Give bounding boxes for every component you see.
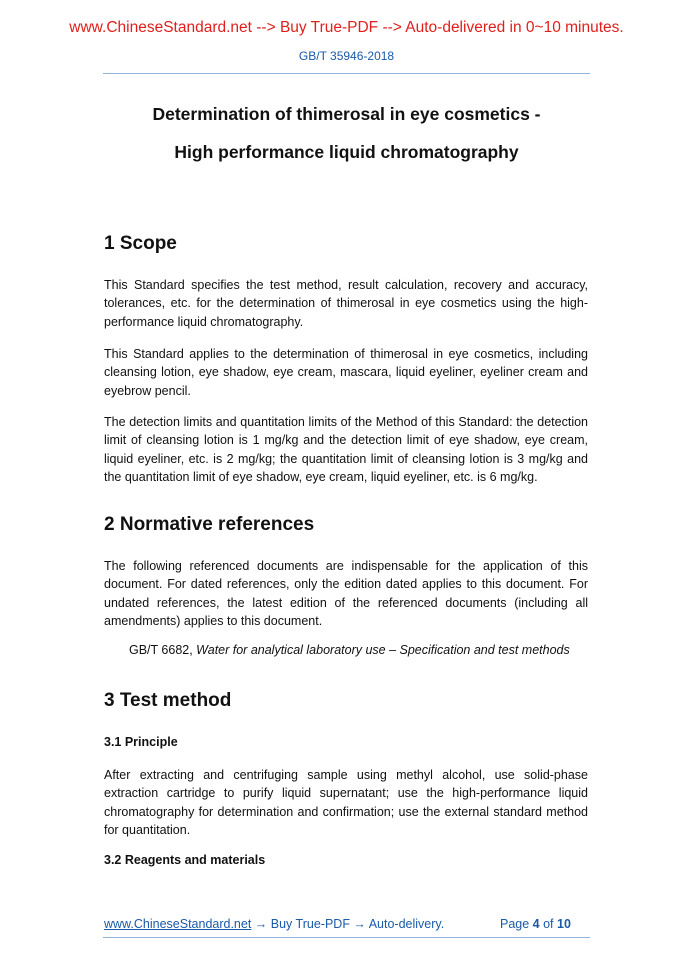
- subsection-heading-reagents: 3.2 Reagents and materials: [104, 853, 266, 867]
- normative-paragraph: The following referenced documents are indispensable for the application of this document. For dated references, only the edition dated applies to this document. For undated references, the latest edition of the referenced documents (including all amendments) applies to this document.: [104, 559, 588, 628]
- scope-paragraph-2: This Standard applies to the determination of thimerosal in eye cosmetics, including cleansing lotion, eye shadow, eye cream, mascara, liquid eyeliner, eyeliner cream and eyebrow pencil.: [104, 347, 588, 398]
- normative-reference-item: [129, 643, 570, 657]
- footer-divider: [103, 937, 590, 938]
- footer-site-link[interactable]: www.ChineseStandard.net: [104, 917, 252, 931]
- footer-delivery-text: Auto-delivery.: [368, 917, 445, 931]
- footer-links: [104, 917, 444, 931]
- section-heading-normative-references: 2 Normative references: [104, 514, 315, 535]
- arrow-right-icon: →: [349, 917, 369, 931]
- arrow-right-icon: →: [251, 917, 271, 931]
- header-banner-link[interactable]: www.ChineseStandard.net --> Buy True-PDF --> Auto-delivered in 0~10 minutes.: [69, 19, 624, 36]
- page-label: Page: [500, 917, 533, 931]
- of-label: of: [539, 917, 557, 931]
- document-title-line2: High performance liquid chromatography: [174, 142, 519, 162]
- section-heading-test-method: 3 Test method: [104, 690, 232, 711]
- page-indicator: [500, 917, 571, 931]
- reference-code: GB/T 6682,: [129, 643, 197, 657]
- standard-code: GB/T 35946-2018: [298, 49, 395, 63]
- page-number: 4: [532, 917, 540, 931]
- document-title-line1: Determination of thimerosal in eye cosmetics -: [152, 104, 541, 124]
- page-total: 10: [557, 917, 571, 931]
- scope-paragraph-1: This Standard specifies the test method, result calculation, recovery and accuracy, tolerances, etc. for the determination of thimerosal in eye cosmetics using the high-performance liquid chromatography.: [104, 278, 588, 329]
- scope-paragraph-3: The detection limits and quantitation limits of the Method of this Standard: the detection limit of cleansing lotion is 1 mg/kg and the detection limit of eye shadow, eye cream, liquid eyeliner, etc. is 2 mg/kg; the quantitation limit of cleansing lotion is 3 mg/kg and the quantitation limit of eye shadow, eye cream, liquid eyeliner, etc. is 6 mg/kg.: [104, 415, 588, 484]
- principle-paragraph: After extracting and centrifuging sample using methyl alcohol, use solid-phase extraction cartridge to purify liquid supernatant; use the high-performance liquid chromatography for determination and confirmation; use the external standard method for quantitation.: [104, 768, 588, 837]
- footer-buy-text: Buy True-PDF: [270, 917, 350, 931]
- header-divider: [103, 73, 590, 74]
- reference-title: Water for analytical laboratory use – Specification and test methods: [196, 643, 570, 657]
- section-heading-scope: 1 Scope: [104, 233, 177, 254]
- subsection-heading-principle: 3.1 Principle: [104, 735, 178, 749]
